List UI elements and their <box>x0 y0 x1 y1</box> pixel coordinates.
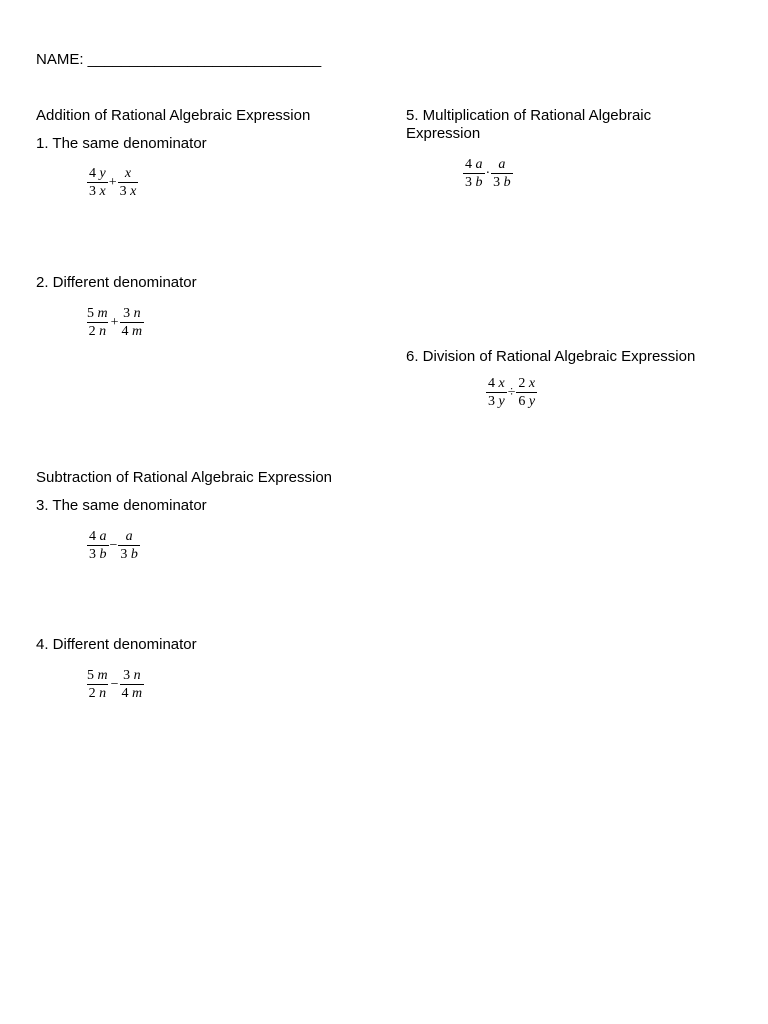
numerator: x <box>124 166 132 181</box>
numerator: 5 m <box>87 668 108 683</box>
denominator: 6 y <box>518 394 536 409</box>
operator: · <box>485 165 491 181</box>
fraction-left <box>486 376 507 409</box>
fraction-right <box>118 529 140 562</box>
item-1-label: 1. The same denominator <box>36 135 207 152</box>
numerator: 4 a <box>465 157 483 172</box>
item-6-expression <box>486 376 537 409</box>
fraction-right <box>120 668 145 701</box>
item-6-label: 6. Division of Rational Algebraic Expression <box>406 348 696 365</box>
denominator: 3 x <box>89 184 106 199</box>
fraction-left <box>87 529 109 562</box>
numerator: 3 n <box>123 668 141 683</box>
fraction-right <box>516 376 537 409</box>
denominator: 2 n <box>88 686 107 701</box>
denominator: 3 b <box>89 547 107 562</box>
denominator: 2 n <box>88 324 107 339</box>
item-2-label: 2. Different denominator <box>36 274 197 291</box>
fraction-left <box>85 668 110 701</box>
item-3-expression <box>87 529 140 562</box>
subtraction-section-title: Subtraction of Rational Algebraic Expression <box>36 469 333 486</box>
denominator: 3 y <box>488 394 505 409</box>
numerator: 4 a <box>89 529 107 544</box>
denominator: 3 b <box>493 175 511 190</box>
item-3-label: 3. The same denominator <box>36 497 207 514</box>
denominator: 3 b <box>465 175 483 190</box>
item-2-expression <box>85 306 144 339</box>
numerator: 4 x <box>488 376 505 391</box>
fraction-left <box>85 306 110 339</box>
operator: − <box>110 676 119 692</box>
fraction-right <box>118 166 139 199</box>
numerator: a <box>125 529 133 544</box>
operator: + <box>110 314 119 330</box>
numerator: 2 x <box>518 376 536 391</box>
denominator: 3 x <box>119 184 137 199</box>
operator: ÷ <box>507 384 516 400</box>
fraction-left <box>463 157 485 190</box>
denominator: 4 m <box>121 324 143 339</box>
numerator: a <box>498 157 506 172</box>
addition-section-title: Addition of Rational Algebraic Expression <box>36 107 311 124</box>
item-5-expression <box>463 157 513 190</box>
name-field-line: NAME: ____________________________ <box>36 51 322 68</box>
operator: + <box>108 174 117 190</box>
item-4-expression <box>85 668 144 701</box>
item-5-label: 5. Multiplication of Rational Algebraic Expression <box>406 107 652 142</box>
item-4-label: 4. Different denominator <box>36 636 197 653</box>
item-1-expression <box>87 166 138 199</box>
denominator: 3 b <box>120 547 138 562</box>
operator: − <box>109 537 118 553</box>
fraction-right <box>120 306 145 339</box>
denominator: 4 m <box>121 686 143 701</box>
numerator: 3 n <box>123 306 141 321</box>
fraction-left <box>87 166 108 199</box>
numerator: 5 m <box>87 306 108 321</box>
fraction-right <box>491 157 513 190</box>
numerator: 4 y <box>89 166 106 181</box>
